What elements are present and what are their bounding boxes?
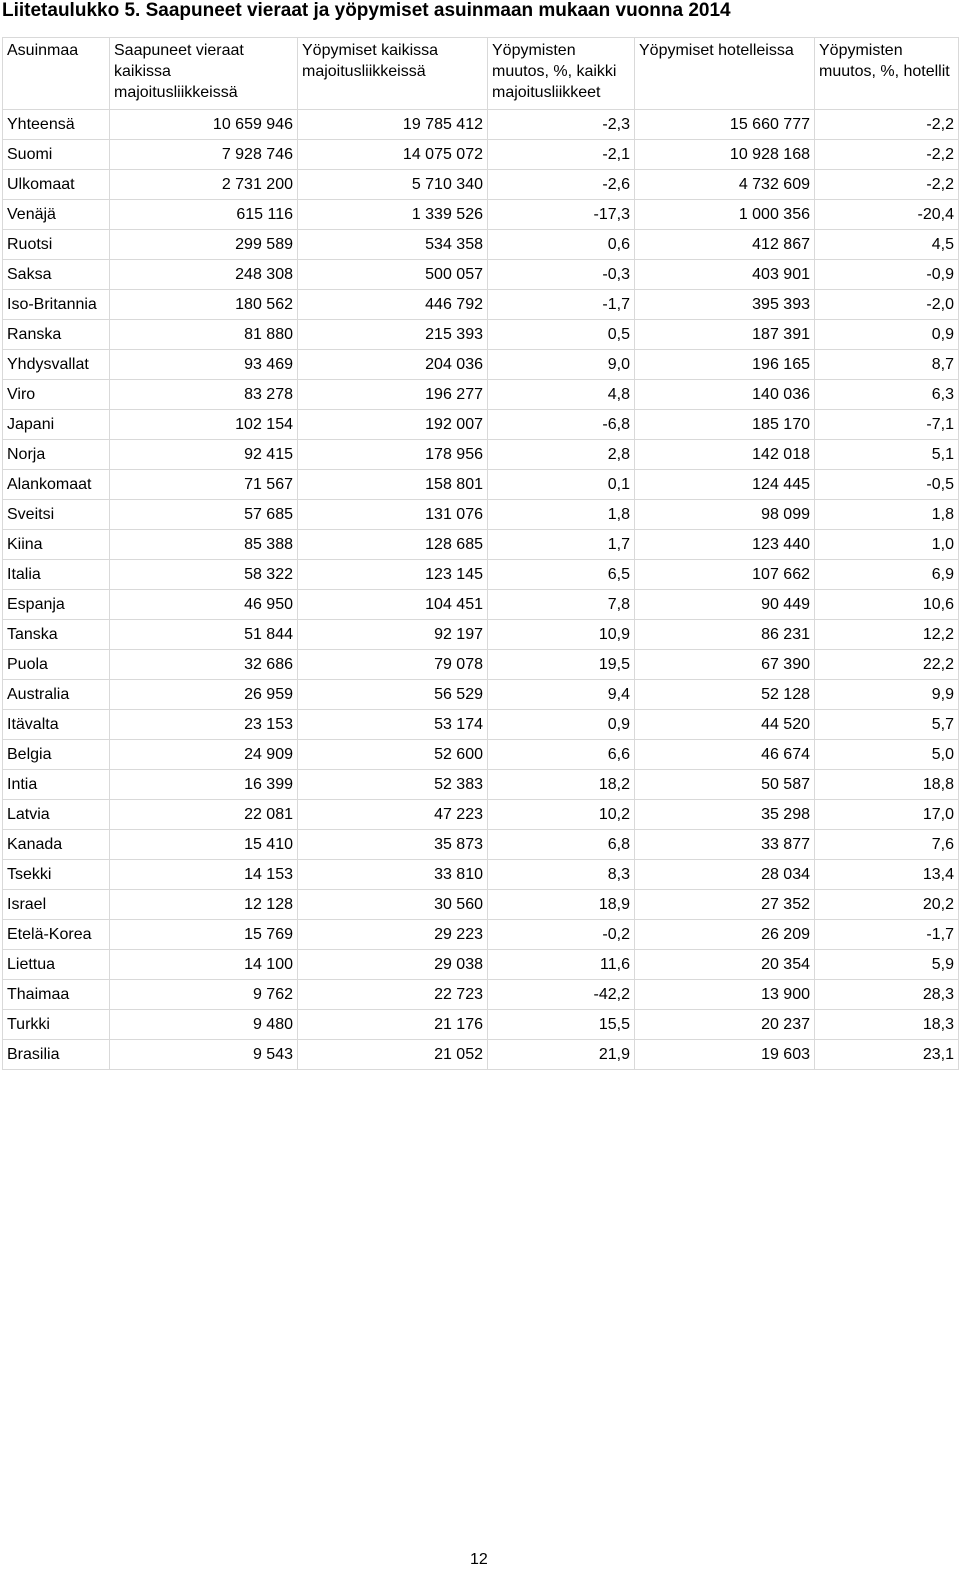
nights-total-cell: 21 176 [298, 1010, 488, 1040]
arrivals-cell: 46 950 [110, 590, 298, 620]
country-cell: Puola [3, 650, 110, 680]
table-row [3, 860, 959, 890]
country-cell: Israel [3, 890, 110, 920]
arrivals-cell: 10 659 946 [110, 110, 298, 140]
change-total-cell: 8,3 [488, 860, 635, 890]
country-cell: Intia [3, 770, 110, 800]
column-header-muutos-kaikki: Yöpymisten muutos, %, kaikki majoitusliikkeet [488, 38, 635, 110]
change-hotel-cell: -1,7 [815, 920, 959, 950]
country-cell: Alankomaat [3, 470, 110, 500]
arrivals-cell: 71 567 [110, 470, 298, 500]
header-row [3, 38, 959, 110]
arrivals-cell: 2 731 200 [110, 170, 298, 200]
arrivals-cell: 7 928 746 [110, 140, 298, 170]
nights-total-cell: 30 560 [298, 890, 488, 920]
nights-total-cell: 192 007 [298, 410, 488, 440]
nights-hotel-cell: 15 660 777 [635, 110, 815, 140]
change-hotel-cell: 23,1 [815, 1040, 959, 1070]
nights-hotel-cell: 142 018 [635, 440, 815, 470]
nights-total-cell: 56 529 [298, 680, 488, 710]
arrivals-cell: 299 589 [110, 230, 298, 260]
arrivals-cell: 57 685 [110, 500, 298, 530]
change-hotel-cell: -20,4 [815, 200, 959, 230]
table-row [3, 740, 959, 770]
nights-hotel-cell: 123 440 [635, 530, 815, 560]
arrivals-cell: 12 128 [110, 890, 298, 920]
nights-total-cell: 14 075 072 [298, 140, 488, 170]
change-hotel-cell: 1,8 [815, 500, 959, 530]
change-total-cell: 0,9 [488, 710, 635, 740]
change-total-cell: 15,5 [488, 1010, 635, 1040]
country-cell: Ranska [3, 320, 110, 350]
nights-total-cell: 35 873 [298, 830, 488, 860]
nights-hotel-cell: 35 298 [635, 800, 815, 830]
arrivals-cell: 22 081 [110, 800, 298, 830]
table-row [3, 770, 959, 800]
table-row [3, 500, 959, 530]
country-cell: Brasilia [3, 1040, 110, 1070]
country-cell: Iso-Britannia [3, 290, 110, 320]
nights-total-cell: 92 197 [298, 620, 488, 650]
nights-total-cell: 29 223 [298, 920, 488, 950]
table-row [3, 140, 959, 170]
change-total-cell: 0,5 [488, 320, 635, 350]
table-row [3, 1040, 959, 1070]
nights-hotel-cell: 19 603 [635, 1040, 815, 1070]
change-total-cell: 9,0 [488, 350, 635, 380]
nights-hotel-cell: 98 099 [635, 500, 815, 530]
nights-total-cell: 22 723 [298, 980, 488, 1010]
nights-total-cell: 5 710 340 [298, 170, 488, 200]
nights-total-cell: 158 801 [298, 470, 488, 500]
arrivals-cell: 93 469 [110, 350, 298, 380]
arrivals-cell: 85 388 [110, 530, 298, 560]
country-cell: Turkki [3, 1010, 110, 1040]
change-hotel-cell: 18,3 [815, 1010, 959, 1040]
change-hotel-cell: 5,9 [815, 950, 959, 980]
country-cell: Kanada [3, 830, 110, 860]
change-total-cell: 21,9 [488, 1040, 635, 1070]
nights-hotel-cell: 13 900 [635, 980, 815, 1010]
table-row [3, 980, 959, 1010]
country-cell: Espanja [3, 590, 110, 620]
change-hotel-cell: -2,2 [815, 170, 959, 200]
arrivals-cell: 9 543 [110, 1040, 298, 1070]
nights-hotel-cell: 140 036 [635, 380, 815, 410]
nights-hotel-cell: 44 520 [635, 710, 815, 740]
nights-total-cell: 21 052 [298, 1040, 488, 1070]
country-cell: Ulkomaat [3, 170, 110, 200]
country-cell: Thaimaa [3, 980, 110, 1010]
column-header-muutos-hotellit: Yöpymisten muutos, %, hotellit [815, 38, 959, 110]
nights-total-cell: 123 145 [298, 560, 488, 590]
change-hotel-cell: 17,0 [815, 800, 959, 830]
nights-hotel-cell: 52 128 [635, 680, 815, 710]
country-cell: Yhdysvallat [3, 350, 110, 380]
nights-total-cell: 79 078 [298, 650, 488, 680]
nights-total-cell: 534 358 [298, 230, 488, 260]
change-total-cell: 7,8 [488, 590, 635, 620]
change-hotel-cell: 22,2 [815, 650, 959, 680]
table-row [3, 950, 959, 980]
table-row [3, 650, 959, 680]
change-hotel-cell: 12,2 [815, 620, 959, 650]
arrivals-cell: 615 116 [110, 200, 298, 230]
nights-total-cell: 196 277 [298, 380, 488, 410]
arrivals-cell: 14 153 [110, 860, 298, 890]
nights-hotel-cell: 1 000 356 [635, 200, 815, 230]
change-hotel-cell: -2,2 [815, 110, 959, 140]
country-cell: Venäjä [3, 200, 110, 230]
country-cell: Etelä-Korea [3, 920, 110, 950]
nights-total-cell: 52 383 [298, 770, 488, 800]
page-number: 12 [470, 1551, 488, 1568]
change-total-cell: 19,5 [488, 650, 635, 680]
nights-total-cell: 29 038 [298, 950, 488, 980]
nights-hotel-cell: 395 393 [635, 290, 815, 320]
nights-total-cell: 446 792 [298, 290, 488, 320]
table-row [3, 110, 959, 140]
column-header-yopymiset-hotellit: Yöpymiset hotelleissa [635, 38, 815, 110]
change-total-cell: 6,6 [488, 740, 635, 770]
change-hotel-cell: 5,0 [815, 740, 959, 770]
nights-hotel-cell: 46 674 [635, 740, 815, 770]
country-cell: Itävalta [3, 710, 110, 740]
table-row [3, 890, 959, 920]
arrivals-cell: 23 153 [110, 710, 298, 740]
change-hotel-cell: 20,2 [815, 890, 959, 920]
table-row [3, 170, 959, 200]
country-cell: Kiina [3, 530, 110, 560]
nights-total-cell: 47 223 [298, 800, 488, 830]
nights-hotel-cell: 124 445 [635, 470, 815, 500]
country-cell: Saksa [3, 260, 110, 290]
change-total-cell: 9,4 [488, 680, 635, 710]
table-row [3, 440, 959, 470]
arrivals-cell: 15 769 [110, 920, 298, 950]
change-total-cell: -17,3 [488, 200, 635, 230]
change-total-cell: 1,8 [488, 500, 635, 530]
nights-hotel-cell: 20 237 [635, 1010, 815, 1040]
table-row [3, 830, 959, 860]
country-cell: Sveitsi [3, 500, 110, 530]
column-header-asuinmaa: Asuinmaa [3, 38, 110, 110]
arrivals-cell: 9 480 [110, 1010, 298, 1040]
change-hotel-cell: 7,6 [815, 830, 959, 860]
change-total-cell: -42,2 [488, 980, 635, 1010]
nights-total-cell: 19 785 412 [298, 110, 488, 140]
data-table [2, 37, 959, 1070]
nights-total-cell: 104 451 [298, 590, 488, 620]
change-hotel-cell: 6,3 [815, 380, 959, 410]
table-row [3, 350, 959, 380]
nights-hotel-cell: 86 231 [635, 620, 815, 650]
change-total-cell: 4,8 [488, 380, 635, 410]
change-total-cell: -0,3 [488, 260, 635, 290]
country-cell: Belgia [3, 740, 110, 770]
table-row [3, 560, 959, 590]
change-hotel-cell: 4,5 [815, 230, 959, 260]
change-hotel-cell: 5,1 [815, 440, 959, 470]
change-total-cell: -6,8 [488, 410, 635, 440]
arrivals-cell: 16 399 [110, 770, 298, 800]
nights-hotel-cell: 28 034 [635, 860, 815, 890]
change-total-cell: -2,3 [488, 110, 635, 140]
table-row [3, 1010, 959, 1040]
table-row [3, 290, 959, 320]
arrivals-cell: 248 308 [110, 260, 298, 290]
change-total-cell: -2,1 [488, 140, 635, 170]
arrivals-cell: 24 909 [110, 740, 298, 770]
table-row [3, 920, 959, 950]
arrivals-cell: 180 562 [110, 290, 298, 320]
country-cell: Italia [3, 560, 110, 590]
nights-total-cell: 52 600 [298, 740, 488, 770]
arrivals-cell: 58 322 [110, 560, 298, 590]
nights-hotel-cell: 27 352 [635, 890, 815, 920]
change-total-cell: 18,9 [488, 890, 635, 920]
country-cell: Ruotsi [3, 230, 110, 260]
change-hotel-cell: 10,6 [815, 590, 959, 620]
change-hotel-cell: -2,2 [815, 140, 959, 170]
table-row [3, 530, 959, 560]
nights-hotel-cell: 90 449 [635, 590, 815, 620]
nights-total-cell: 204 036 [298, 350, 488, 380]
table-row [3, 380, 959, 410]
nights-hotel-cell: 10 928 168 [635, 140, 815, 170]
table-row [3, 800, 959, 830]
country-cell: Norja [3, 440, 110, 470]
nights-total-cell: 178 956 [298, 440, 488, 470]
table-title: Liitetaulukko 5. Saapuneet vieraat ja yöpymiset asuinmaan mukaan vuonna 2014 [2, 0, 731, 21]
nights-hotel-cell: 33 877 [635, 830, 815, 860]
change-hotel-cell: -2,0 [815, 290, 959, 320]
change-hotel-cell: 13,4 [815, 860, 959, 890]
table-row [3, 260, 959, 290]
nights-hotel-cell: 196 165 [635, 350, 815, 380]
change-total-cell: 0,6 [488, 230, 635, 260]
change-total-cell: -2,6 [488, 170, 635, 200]
nights-hotel-cell: 4 732 609 [635, 170, 815, 200]
nights-total-cell: 53 174 [298, 710, 488, 740]
change-total-cell: 10,9 [488, 620, 635, 650]
table-row [3, 410, 959, 440]
change-total-cell: 11,6 [488, 950, 635, 980]
country-cell: Liettua [3, 950, 110, 980]
arrivals-cell: 14 100 [110, 950, 298, 980]
nights-total-cell: 131 076 [298, 500, 488, 530]
change-total-cell: 18,2 [488, 770, 635, 800]
nights-total-cell: 500 057 [298, 260, 488, 290]
country-cell: Tanska [3, 620, 110, 650]
nights-hotel-cell: 50 587 [635, 770, 815, 800]
change-hotel-cell: 18,8 [815, 770, 959, 800]
table-row [3, 620, 959, 650]
arrivals-cell: 32 686 [110, 650, 298, 680]
country-cell: Suomi [3, 140, 110, 170]
table-row [3, 470, 959, 500]
change-hotel-cell: -0,9 [815, 260, 959, 290]
country-cell: Tsekki [3, 860, 110, 890]
arrivals-cell: 81 880 [110, 320, 298, 350]
change-hotel-cell: 8,7 [815, 350, 959, 380]
country-cell: Australia [3, 680, 110, 710]
table-row [3, 200, 959, 230]
nights-hotel-cell: 20 354 [635, 950, 815, 980]
table-row [3, 680, 959, 710]
change-hotel-cell: 1,0 [815, 530, 959, 560]
nights-hotel-cell: 187 391 [635, 320, 815, 350]
nights-hotel-cell: 26 209 [635, 920, 815, 950]
arrivals-cell: 102 154 [110, 410, 298, 440]
nights-hotel-cell: 67 390 [635, 650, 815, 680]
change-total-cell: 6,8 [488, 830, 635, 860]
change-hotel-cell: 6,9 [815, 560, 959, 590]
table-row [3, 230, 959, 260]
change-total-cell: 0,1 [488, 470, 635, 500]
table-row [3, 320, 959, 350]
country-cell: Japani [3, 410, 110, 440]
change-total-cell: 1,7 [488, 530, 635, 560]
country-cell: Yhteensä [3, 110, 110, 140]
nights-hotel-cell: 403 901 [635, 260, 815, 290]
change-hotel-cell: -0,5 [815, 470, 959, 500]
nights-hotel-cell: 185 170 [635, 410, 815, 440]
arrivals-cell: 15 410 [110, 830, 298, 860]
arrivals-cell: 26 959 [110, 680, 298, 710]
change-total-cell: 6,5 [488, 560, 635, 590]
change-hotel-cell: -7,1 [815, 410, 959, 440]
arrivals-cell: 92 415 [110, 440, 298, 470]
nights-total-cell: 215 393 [298, 320, 488, 350]
nights-hotel-cell: 107 662 [635, 560, 815, 590]
change-total-cell: 2,8 [488, 440, 635, 470]
country-cell: Latvia [3, 800, 110, 830]
nights-total-cell: 1 339 526 [298, 200, 488, 230]
column-header-saapuneet-vieraat: Saapuneet vieraat kaikissa majoitusliikkeissä [110, 38, 298, 110]
arrivals-cell: 51 844 [110, 620, 298, 650]
arrivals-cell: 83 278 [110, 380, 298, 410]
arrivals-cell: 9 762 [110, 980, 298, 1010]
table-body [3, 110, 959, 1070]
table-row [3, 710, 959, 740]
change-hotel-cell: 0,9 [815, 320, 959, 350]
nights-hotel-cell: 412 867 [635, 230, 815, 260]
nights-total-cell: 33 810 [298, 860, 488, 890]
column-header-yopymiset-kaikki: Yöpymiset kaikissa majoitusliikkeissä [298, 38, 488, 110]
nights-total-cell: 128 685 [298, 530, 488, 560]
change-hotel-cell: 9,9 [815, 680, 959, 710]
change-total-cell: -0,2 [488, 920, 635, 950]
change-hotel-cell: 28,3 [815, 980, 959, 1010]
change-total-cell: 10,2 [488, 800, 635, 830]
change-total-cell: -1,7 [488, 290, 635, 320]
country-cell: Viro [3, 380, 110, 410]
change-hotel-cell: 5,7 [815, 710, 959, 740]
table-row [3, 590, 959, 620]
